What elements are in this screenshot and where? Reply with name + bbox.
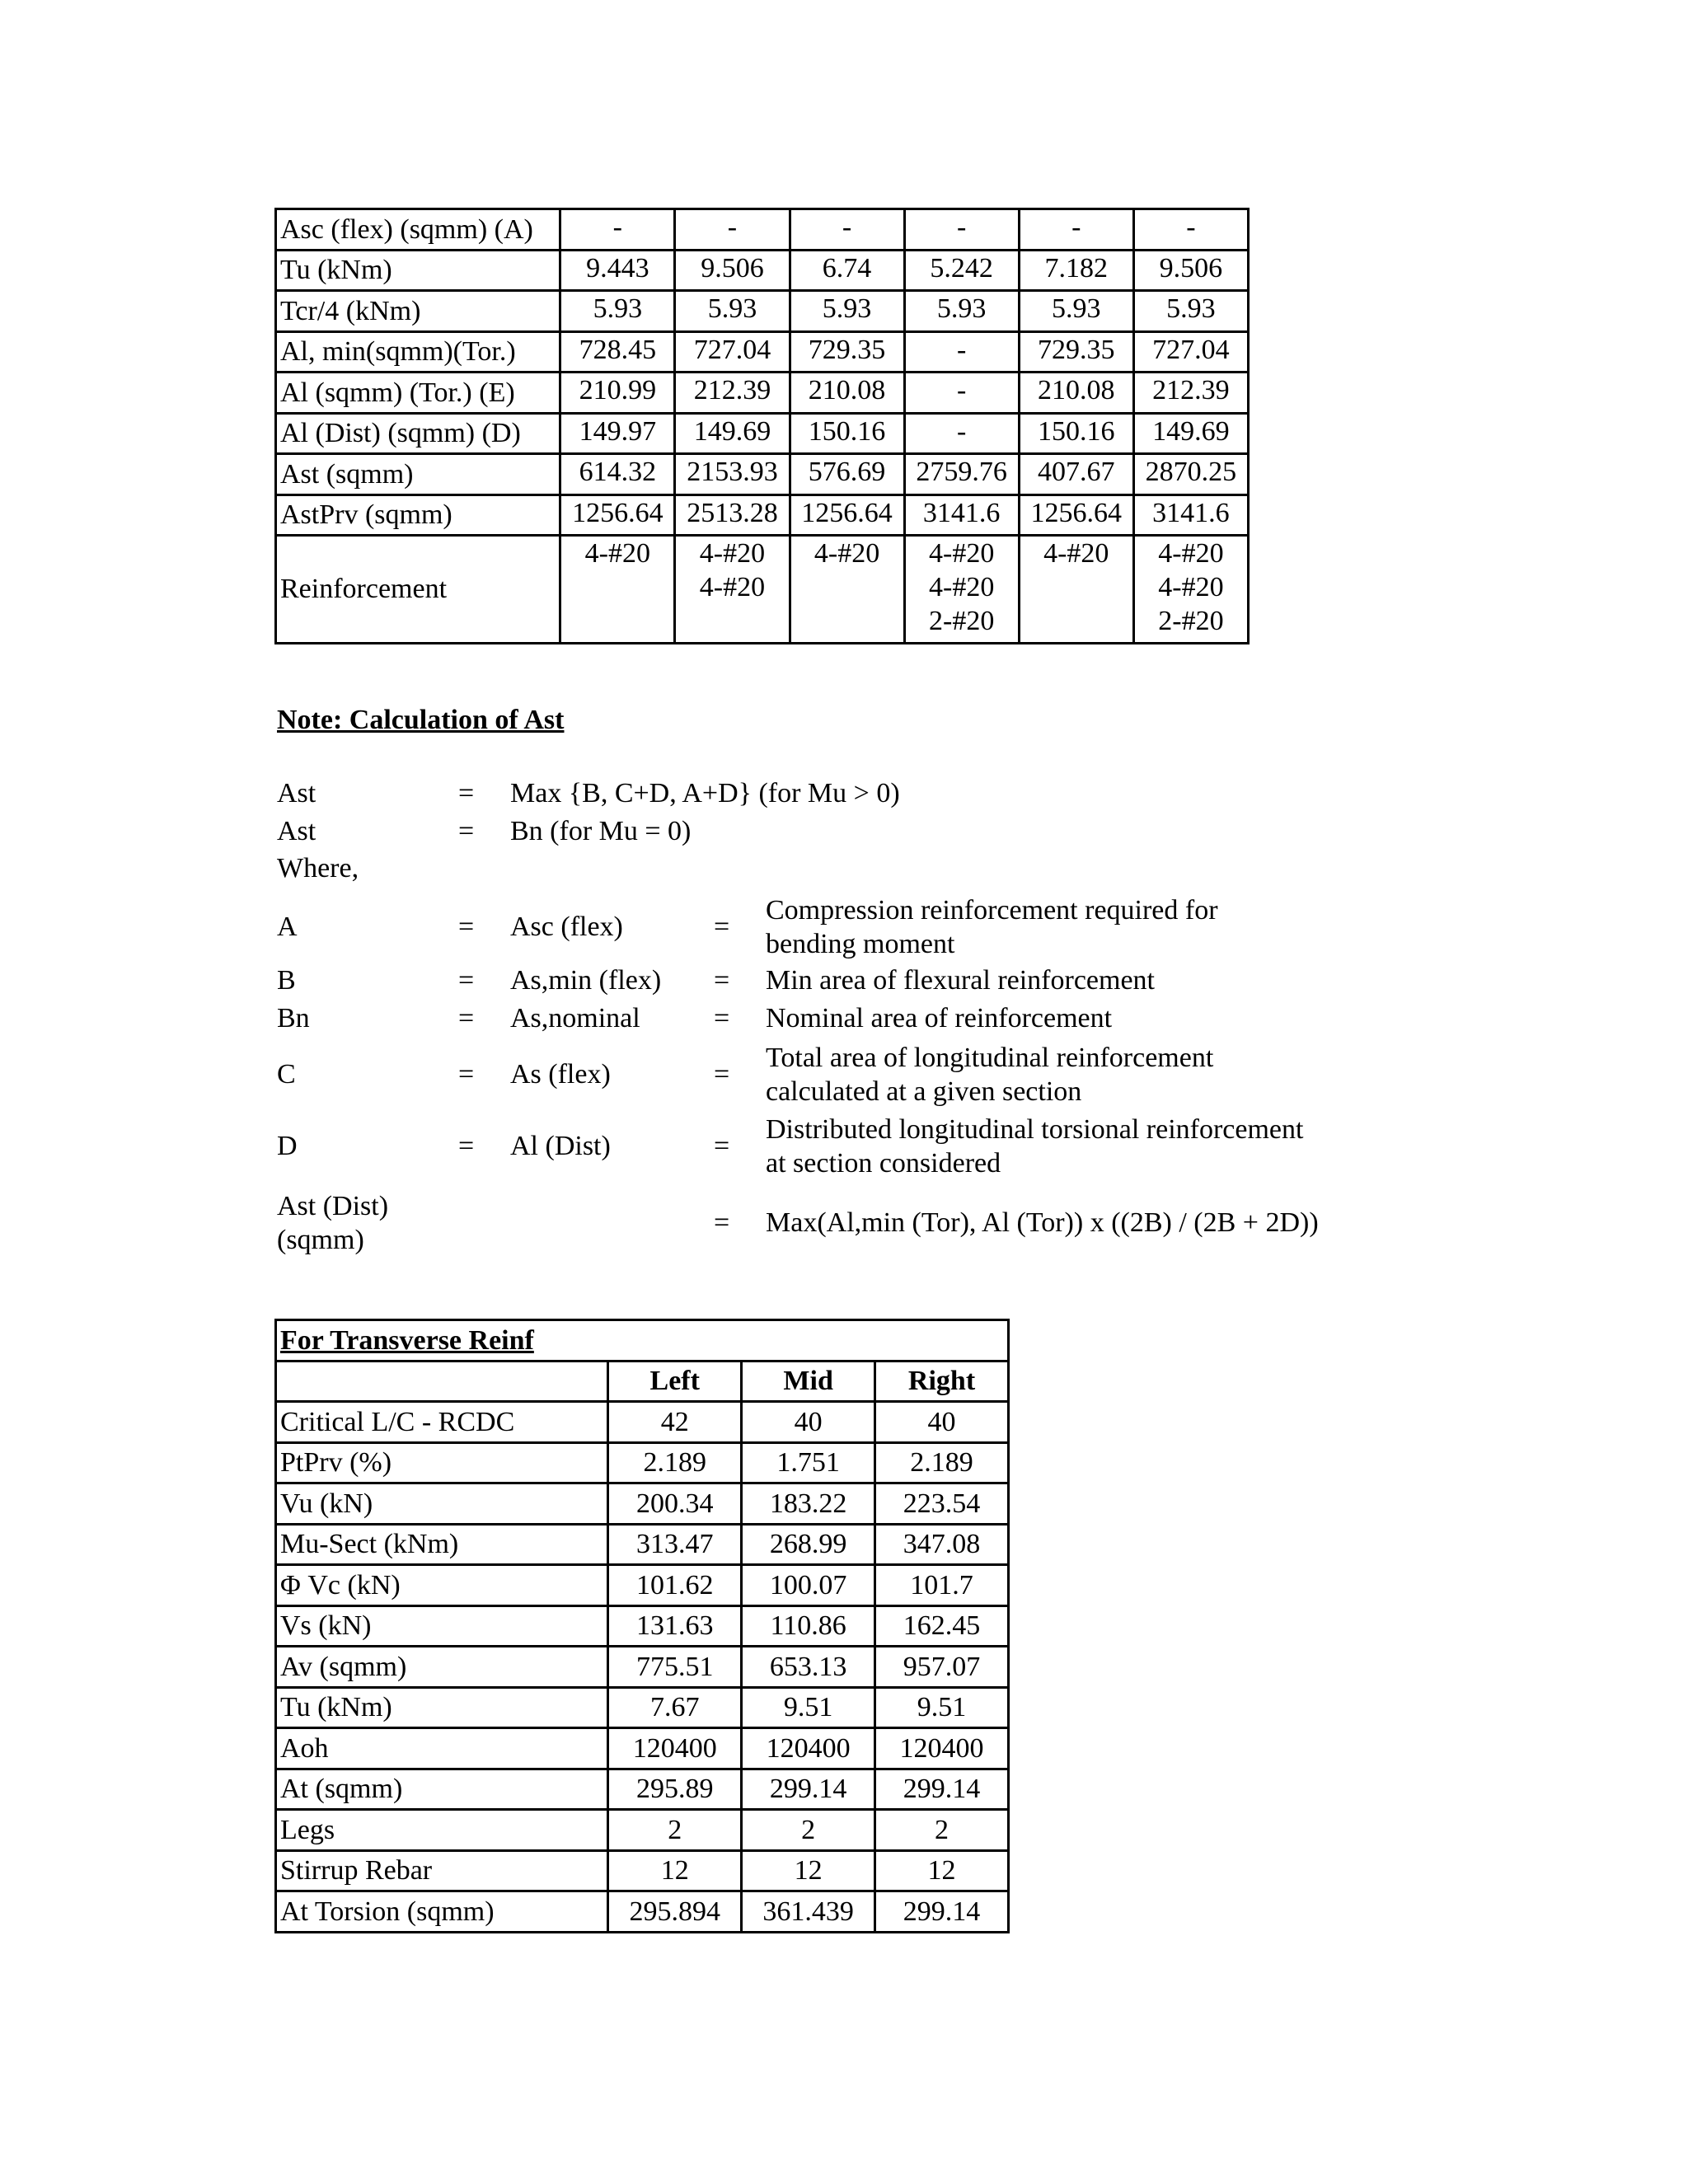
table-row — [276, 209, 1249, 251]
table-cell: 361.439 — [742, 1891, 875, 1933]
row-label: Al (sqmm) (Tor.) (E) — [276, 373, 560, 414]
reinforcement-cell — [790, 536, 904, 644]
table-cell: 150.16 — [790, 413, 904, 454]
table-cell: 2 — [875, 1810, 1009, 1851]
row-label: Av (sqmm) — [276, 1647, 608, 1688]
table-cell: 729.35 — [790, 331, 904, 373]
table-cell: 3141.6 — [904, 494, 1019, 536]
table-cell: 5.93 — [560, 291, 675, 332]
equals-sign: = — [458, 965, 475, 996]
equals-sign: = — [458, 1003, 475, 1033]
table-cell: 1256.64 — [790, 494, 904, 536]
torsion-longitudinal-table — [274, 208, 1250, 644]
where-text: Where, — [277, 853, 359, 883]
table-cell: 162.45 — [875, 1605, 1009, 1647]
table-cell: 212.39 — [1133, 373, 1248, 414]
table-row — [276, 454, 1249, 495]
table-row — [276, 331, 1249, 373]
table-cell: 614.32 — [560, 454, 675, 495]
table-cell: - — [560, 209, 675, 251]
rebar-line: 4-#20 — [929, 538, 995, 569]
column-header-left: Left — [608, 1361, 742, 1402]
table-row — [276, 250, 1249, 291]
table-cell: 2513.28 — [675, 494, 790, 536]
note-title: Note: Calculation of Ast — [277, 705, 565, 735]
table-cell: 101.62 — [608, 1565, 742, 1606]
definition-symbol: C — [277, 1059, 296, 1090]
table-cell: 5.93 — [675, 291, 790, 332]
table-cell: 9.51 — [742, 1687, 875, 1728]
table-row — [276, 1605, 1009, 1647]
table-cell: 210.08 — [790, 373, 904, 414]
definition-name: As,min (flex) — [510, 965, 662, 996]
table-cell: 100.07 — [742, 1565, 875, 1606]
equals-sign: = — [714, 1003, 730, 1033]
rebar-line: 2-#20 — [1158, 606, 1224, 636]
table-cell: 149.97 — [560, 413, 675, 454]
table-cell: 183.22 — [742, 1483, 875, 1525]
table-cell: 268.99 — [742, 1524, 875, 1565]
reinforcement-cell — [1019, 536, 1133, 644]
table-cell: 7.67 — [608, 1687, 742, 1728]
table-cell: 653.13 — [742, 1647, 875, 1688]
table-cell: 200.34 — [608, 1483, 742, 1525]
equals-sign: = — [458, 1131, 475, 1161]
rebar-line: 4-#20 — [929, 572, 995, 602]
table-cell: 728.45 — [560, 331, 675, 373]
reinforcement-cell — [904, 536, 1019, 644]
table-row — [276, 1850, 1009, 1891]
table-row — [276, 1483, 1009, 1525]
table-cell: 5.93 — [790, 291, 904, 332]
definition-symbol: D — [277, 1131, 298, 1161]
table-cell: 727.04 — [675, 331, 790, 373]
table-cell: - — [675, 209, 790, 251]
row-label: At (sqmm) — [276, 1769, 608, 1810]
table-cell: 42 — [608, 1402, 742, 1443]
definition-desc: at section considered — [766, 1148, 1001, 1179]
definition-desc: calculated at a given section — [766, 1076, 1082, 1107]
column-header-right: Right — [875, 1361, 1009, 1402]
table-row — [276, 1810, 1009, 1851]
row-label: Legs — [276, 1810, 608, 1851]
table-cell: 9.51 — [875, 1687, 1009, 1728]
table-row — [276, 373, 1249, 414]
formula-rhs: Max {B, C+D, A+D} (for Mu > 0) — [510, 778, 900, 808]
table-cell: 223.54 — [875, 1483, 1009, 1525]
reinforcement-row — [276, 536, 1249, 644]
table-header-row — [276, 1361, 1009, 1402]
equals-sign: = — [714, 912, 730, 942]
reinforcement-cell — [560, 536, 675, 644]
table-cell: - — [904, 413, 1019, 454]
table-cell: 2.189 — [608, 1442, 742, 1483]
table-cell: 6.74 — [790, 250, 904, 291]
table-cell: 149.69 — [1133, 413, 1248, 454]
table-cell: 347.08 — [875, 1524, 1009, 1565]
table-cell: 2 — [608, 1810, 742, 1851]
transverse-table-body — [276, 1320, 1009, 1933]
column-header-mid: Mid — [742, 1361, 875, 1402]
torsion-table-body — [276, 209, 1249, 644]
definition-symbol: Bn — [277, 1003, 310, 1033]
equals-sign: = — [458, 912, 475, 942]
row-label: Tu (kNm) — [276, 250, 560, 291]
equals-sign: = — [458, 1059, 475, 1090]
table-row — [276, 1647, 1009, 1688]
row-label: PtPrv (%) — [276, 1442, 608, 1483]
formula-lhs: Ast — [277, 816, 316, 846]
table-cell: 299.14 — [875, 1891, 1009, 1933]
rebar-line: 4-#20 — [584, 538, 650, 569]
table-row — [276, 1524, 1009, 1565]
table-cell: 131.63 — [608, 1605, 742, 1647]
table-cell: 957.07 — [875, 1647, 1009, 1688]
table-cell: 210.08 — [1019, 373, 1133, 414]
table-row — [276, 1728, 1009, 1769]
definition-desc: Nominal area of reinforcement — [766, 1003, 1113, 1033]
rebar-line: 4-#20 — [814, 538, 880, 569]
table-cell: 110.86 — [742, 1605, 875, 1647]
table-cell: 2759.76 — [904, 454, 1019, 495]
row-label: Vu (kN) — [276, 1483, 608, 1525]
row-label: Mu-Sect (kNm) — [276, 1524, 608, 1565]
definition-symbol: A — [277, 912, 298, 942]
reinforcement-cell — [1133, 536, 1248, 644]
equals-sign: = — [714, 1207, 730, 1238]
equals-sign: = — [714, 1131, 730, 1161]
rebar-line: 2-#20 — [929, 606, 995, 636]
row-label: Critical L/C - RCDC — [276, 1402, 608, 1443]
table-cell: 1.751 — [742, 1442, 875, 1483]
table-row — [276, 1402, 1009, 1443]
table-cell: 7.182 — [1019, 250, 1133, 291]
table-cell: - — [904, 373, 1019, 414]
row-label: Stirrup Rebar — [276, 1850, 608, 1891]
definition-desc: Min area of flexural reinforcement — [766, 965, 1155, 996]
row-label: Asc (flex) (sqmm) (A) — [276, 209, 560, 251]
table-cell: 9.506 — [675, 250, 790, 291]
rebar-line: 4-#20 — [699, 538, 766, 569]
equals-sign: = — [714, 1059, 730, 1090]
table-row — [276, 494, 1249, 536]
table-cell: 5.93 — [1133, 291, 1248, 332]
row-label: AstPrv (sqmm) — [276, 494, 560, 536]
table-cell: - — [1019, 209, 1133, 251]
rebar-line: 4-#20 — [1043, 538, 1109, 569]
table-cell: 727.04 — [1133, 331, 1248, 373]
table-cell: 313.47 — [608, 1524, 742, 1565]
table-cell: 12 — [742, 1850, 875, 1891]
definition-desc: Compression reinforcement required for — [766, 895, 1218, 926]
table-cell: 3141.6 — [1133, 494, 1248, 536]
table-cell: 1256.64 — [560, 494, 675, 536]
table-cell: 40 — [742, 1402, 875, 1443]
table-cell: 210.99 — [560, 373, 675, 414]
header-blank-cell — [276, 1361, 608, 1402]
definition-symbol: B — [277, 965, 296, 996]
table-title-row — [276, 1320, 1009, 1361]
table-cell: 5.93 — [904, 291, 1019, 332]
row-label: Tu (kNm) — [276, 1687, 608, 1728]
definition-name: Asc (flex) — [510, 912, 623, 942]
definition-name: Al (Dist) — [510, 1131, 611, 1161]
formula-rhs: Bn (for Mu = 0) — [510, 816, 692, 846]
table-cell: 775.51 — [608, 1647, 742, 1688]
table-row — [276, 1769, 1009, 1810]
definition-symbol-unit: (sqmm) — [277, 1225, 364, 1255]
row-label: Aoh — [276, 1728, 608, 1769]
table-cell: 5.242 — [904, 250, 1019, 291]
definition-desc: Max(Al,min (Tor), Al (Tor)) x ((2B) / (2B + 2D)) — [766, 1207, 1319, 1238]
table-cell: 2 — [742, 1810, 875, 1851]
table-title: For Transverse Reinf — [276, 1320, 1009, 1361]
equals-sign: = — [458, 778, 475, 808]
table-cell: - — [1133, 209, 1248, 251]
table-cell: 120400 — [742, 1728, 875, 1769]
table-row — [276, 291, 1249, 332]
table-cell: - — [904, 331, 1019, 373]
definition-desc: bending moment — [766, 929, 955, 959]
row-label: Tcr/4 (kNm) — [276, 291, 560, 332]
table-cell: - — [790, 209, 904, 251]
definition-symbol: Ast (Dist) — [277, 1191, 389, 1221]
table-row — [276, 413, 1249, 454]
table-cell: 12 — [608, 1850, 742, 1891]
table-cell: 299.14 — [742, 1769, 875, 1810]
table-cell: 149.69 — [675, 413, 790, 454]
definition-name: As,nominal — [510, 1003, 640, 1033]
definition-desc: Total area of longitudinal reinforcement — [766, 1043, 1214, 1073]
table-row — [276, 1565, 1009, 1606]
table-cell: 2153.93 — [675, 454, 790, 495]
row-label: Φ Vc (kN) — [276, 1565, 608, 1606]
table-cell: 729.35 — [1019, 331, 1133, 373]
equals-sign: = — [458, 816, 475, 846]
table-cell: 295.89 — [608, 1769, 742, 1810]
table-cell: 12 — [875, 1850, 1009, 1891]
row-label: Ast (sqmm) — [276, 454, 560, 495]
table-cell: 150.16 — [1019, 413, 1133, 454]
table-cell: 120400 — [608, 1728, 742, 1769]
table-cell: 5.93 — [1019, 291, 1133, 332]
table-cell: 120400 — [875, 1728, 1009, 1769]
rebar-line: 4-#20 — [1158, 538, 1224, 569]
table-cell: 295.894 — [608, 1891, 742, 1933]
row-label: At Torsion (sqmm) — [276, 1891, 608, 1933]
definition-name: As (flex) — [510, 1059, 611, 1090]
table-row — [276, 1891, 1009, 1933]
rebar-line: 4-#20 — [699, 572, 766, 602]
table-cell: 299.14 — [875, 1769, 1009, 1810]
definition-desc: Distributed longitudinal torsional reinforcement — [766, 1114, 1304, 1145]
table-cell: 407.67 — [1019, 454, 1133, 495]
row-label: Al, min(sqmm)(Tor.) — [276, 331, 560, 373]
reinforcement-cell — [675, 536, 790, 644]
row-label: Al (Dist) (sqmm) (D) — [276, 413, 560, 454]
table-cell: 40 — [875, 1402, 1009, 1443]
table-cell: 9.506 — [1133, 250, 1248, 291]
row-label: Vs (kN) — [276, 1605, 608, 1647]
table-cell: 576.69 — [790, 454, 904, 495]
formula-lhs: Ast — [277, 778, 316, 808]
table-cell: 101.7 — [875, 1565, 1009, 1606]
table-cell: 2.189 — [875, 1442, 1009, 1483]
table-row — [276, 1442, 1009, 1483]
table-cell: 1256.64 — [1019, 494, 1133, 536]
table-row — [276, 1687, 1009, 1728]
table-cell: 212.39 — [675, 373, 790, 414]
equals-sign: = — [714, 965, 730, 996]
transverse-reinf-table — [274, 1319, 1010, 1933]
table-cell: 2870.25 — [1133, 454, 1248, 495]
table-cell: 9.443 — [560, 250, 675, 291]
row-label: Reinforcement — [276, 536, 560, 644]
table-cell: - — [904, 209, 1019, 251]
rebar-line: 4-#20 — [1158, 572, 1224, 602]
